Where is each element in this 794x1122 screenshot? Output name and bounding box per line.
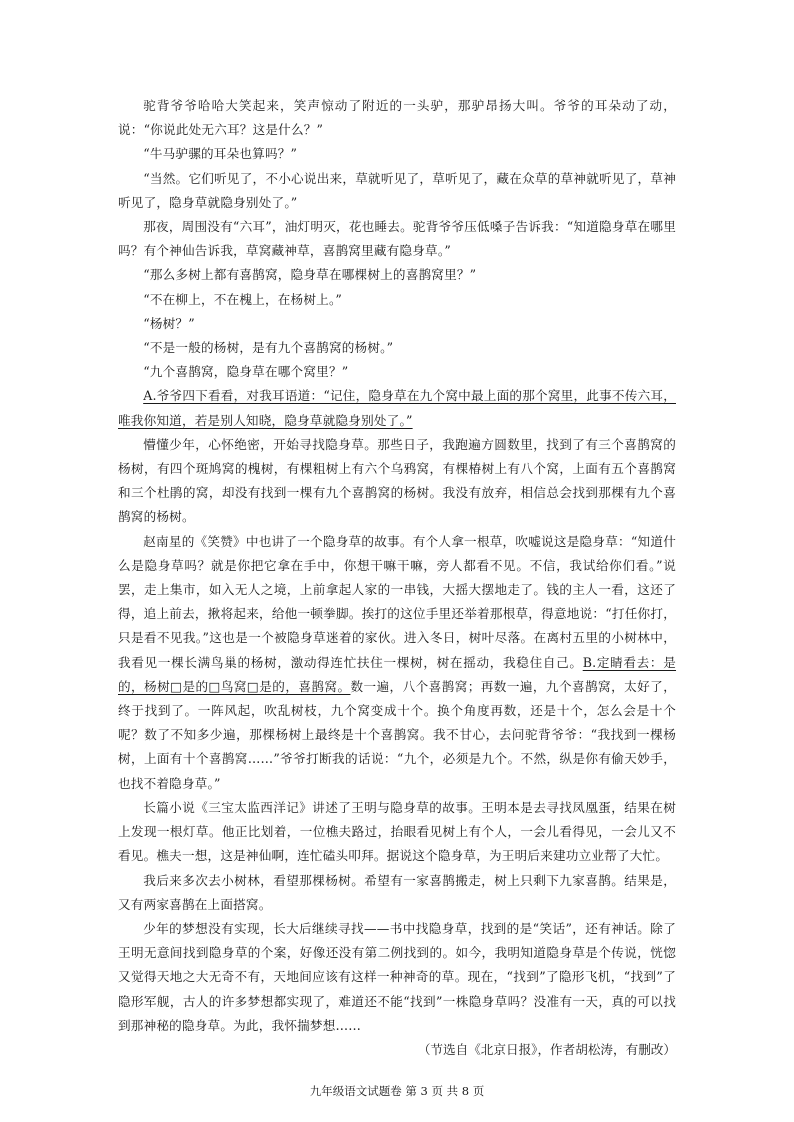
paragraph: 长篇小说《三宝太监西洋记》讲述了王明与隐身草的故事。王明本是去寻找凤凰蛋，结果在树上发现一根灯草。他正比划着，一位樵夫路过，抬眼看见树上有个人，一会儿看得见，一会儿又不看见。樵夫一想，这是神仙啊，连忙磕头叩拜。据说这个隐身草，为王明后来建功立业帮了大忙。 (118, 799, 676, 864)
paragraph: “当然。它们听见了，不小心说出来，草就听见了，草听见了，藏在众草的草神就听见了，草神听见了，隐身草就隐身别处了。” (118, 170, 676, 210)
paragraph: “杨树？” (143, 315, 195, 331)
underlined-sentence-b: B.定睛看去：是的，杨树□是的□鸟窝□是的，喜鹊窝。 (118, 654, 677, 694)
paragraph: “不是一般的杨树，是有九个喜鹊窝的杨树。” (143, 340, 394, 356)
paragraph: “不在柳上，不在槐上，在杨树上。” (143, 291, 343, 307)
paragraph: “牛马驴骡的耳朵也算吗？” (143, 146, 298, 162)
paragraph-text: 赵南星的《笑赞》中也讲了一个隐身草的故事。有个人拿一根草，吹嘘说这是隐身草：“知道什么是隐身草吗？就是你把它拿在手中，你想干嘛干嘛，旁人都看不见。不信，我试给你们看。”说罢，走上集市，如入无人之境，上前拿起人家的一串钱，大摇大摆地走了。钱的主人一看，这还了得，追上前去，揪将起来，给他一顿拳脚。挨打的这位手里还举着那根草，得意地说：“打任你打，只是看不见我。”这也是一个被隐身草迷着的家伙。进入冬日，树叶尽落。在离村五里的小树林中，我看见一棵长满鸟巢的杨树，激动得连忙扶住一棵树，树在摇动，我稳住自己。 (118, 533, 676, 670)
paragraph: “九个喜鹊窝，隐身草在哪个窝里？” (143, 364, 349, 380)
underlined-sentence-a (118, 384, 676, 432)
paragraph: 那夜，周围没有“六耳”，油灯明灭，花也睡去。驼背爷爷压低嗓子告诉我：“知道隐身草在哪里吗？有个神仙告诉我，草窝藏神草，喜鹊窝里藏有隐身草。” (118, 219, 676, 259)
source-note: （节选自《北京日报》，作者胡松涛，有删改） (417, 1041, 676, 1057)
underline-a-text: A.爷爷四下看看，对我耳语道：“记住，隐身草在九个窝中最上面的那个窝里，此事不传六耳，唯我你知道，若是别人知晓，隐身草就隐身别处了。” (118, 388, 676, 428)
paragraph: 驼背爷爷哈哈大笑起来，笑声惊动了附近的一头驴，那驴昂扬大叫。爷爷的耳朵动了动，说：“你说此处无六耳？这是什么？” (118, 98, 676, 138)
paragraph: “那么多树上都有喜鹊窝，隐身草在哪棵树上的喜鹊窝里？” (143, 267, 477, 283)
paragraph: 我后来多次去小树林，看望那棵杨树。希望有一家喜鹊搬走，树上只剩下九家喜鹊。结果是，又有两家喜鹊在上面搭窝。 (118, 872, 676, 912)
paragraph: 懵懂少年，心怀绝密，开始寻找隐身草。那些日子，我跑遍方圆数里，找到了有三个喜鹊窝的杨树，有四个斑鸠窝的槐树，有棵粗树上有六个乌鸦窝，有棵椿树上有八个窝，上面有五个喜鹊窝和三个杜鹃的窝，却没有找到一棵有九个喜鹊窝的杨树。我没有放弃，相信总会找到那棵有九个喜鹊窝的杨树。 (118, 436, 676, 525)
article-body (118, 94, 676, 1062)
paragraph-with-underline-b (118, 530, 676, 796)
page-footer: 九年级语文试题卷 第 3 页 共 8 页 (309, 1084, 485, 1098)
paragraph: 少年的梦想没有实现，长大后继续寻找——书中找隐身草，找到的是“笑话”，还有神话。除了王明无意间找到隐身草的个案，好像还没有第二例找到的。如今，我明知道隐身草是个传说，恍惚又觉得天地之大无奇不有，天地间应该有这样一种神奇的草。现在，“找到”了隐形飞机，“找到”了隐形军舰，古人的许多梦想都实现了，难道还不能“找到”一株隐身草吗？没准有一天，真的可以找到那神秘的隐身草。为此，我怀揣梦想…… (118, 920, 676, 1033)
paragraph-text: 数一遍，八个喜鹊窝；再数一遍，九个喜鹊窝，太好了，终于找到了。一阵风起，吹乱树枝，九个窝变成十个。换个角度再数，还是十个，怎么会是十个呢？数了不知多少遍，那棵杨树上最终是十个喜鹊窝。我不甘心，去问驼背爷爷：“我找到一棵杨树，上面有十个喜鹊窝……”爷爷打断我的话说：“九个，必须是九个。不然，纵是你有偷天妙手，也找不着隐身草。” (118, 678, 677, 791)
